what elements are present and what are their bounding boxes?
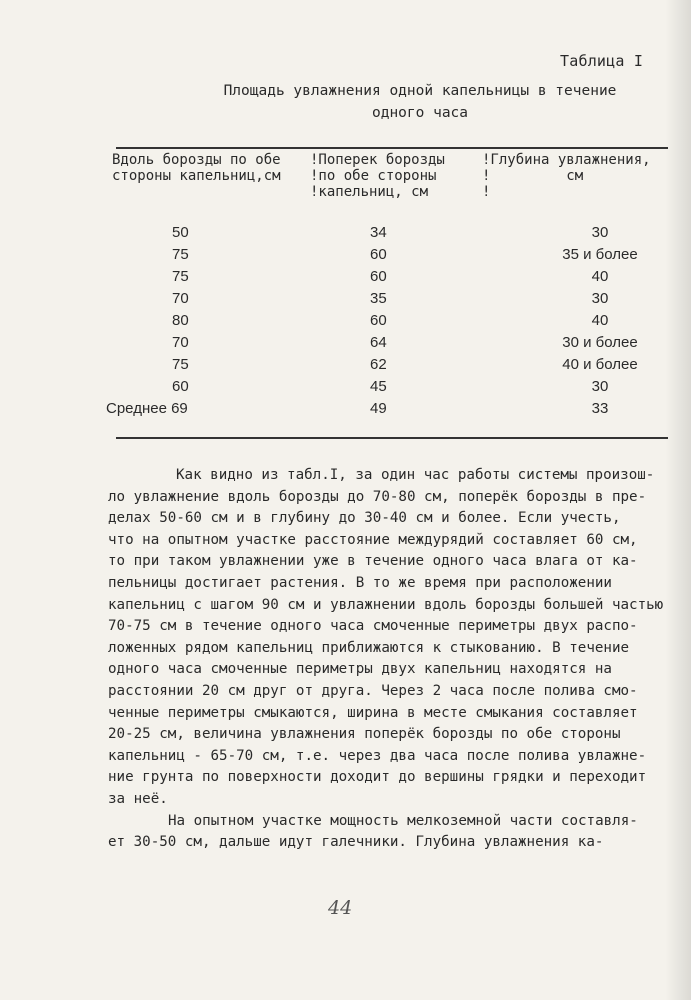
page-edge-shadow xyxy=(665,0,691,1000)
table-row xyxy=(100,288,680,310)
table-row xyxy=(100,222,680,244)
cell-depth: 40 xyxy=(591,268,609,285)
cell-across: 64 xyxy=(370,334,387,351)
cell-across: 34 xyxy=(370,224,387,241)
paragraph-line: 70-75 см в течение одного часа смоченные периметры двух распо- xyxy=(108,618,638,635)
cell-depth: 30 xyxy=(591,290,609,307)
paragraph-line: ченные периметры смыкаются, ширина в месте смыкания составляет xyxy=(108,704,638,721)
cell-along: 75 xyxy=(172,268,189,285)
cell-along: 70 xyxy=(172,290,189,307)
header-across-furrow: !Поперек борозды !по обе стороны !капельниц, см xyxy=(310,152,445,200)
paragraph-line: капельниц - 65-70 см, т.е. через два часа после полива увлажне- xyxy=(108,747,647,764)
cell-across: 45 xyxy=(370,378,387,395)
paragraph-line: ло увлажнение вдоль борозды до 70-80 см, поперёк борозды в пре- xyxy=(108,488,647,505)
paragraph-line: делах 50-60 см и в глубину до 30-40 см и более. Если учесть, xyxy=(108,510,621,527)
table-label: Таблица I xyxy=(560,52,644,70)
page-number: 44 xyxy=(328,897,353,919)
caption-line-2: одного часа xyxy=(371,105,469,121)
paragraph-line: ет 30-50 см, дальше идут галечники. Глубина увлажнения ка- xyxy=(108,834,604,851)
paragraph-line: пельницы достигает растения. В то же время при расположении xyxy=(108,574,612,591)
cell-depth: 35 и более xyxy=(562,246,638,263)
cell-across: 60 xyxy=(370,312,387,329)
table-row xyxy=(100,244,680,266)
paragraph-line: На опытном участке мощность мелкоземной части составля- xyxy=(168,812,638,829)
cell-depth: 30 xyxy=(591,378,609,395)
paragraph-line: Как видно из табл.I, за один час работы системы произош- xyxy=(176,467,655,483)
paragraph-line: капельниц с шагом 90 см и увлажнении вдоль борозды большей частью xyxy=(108,596,664,613)
table-row xyxy=(100,310,680,332)
cell-average-depth: 33 xyxy=(591,400,609,417)
cell-along: 70 xyxy=(172,334,189,351)
cell-average-along: Среднее 69 xyxy=(106,400,188,417)
paragraph-line: 20-25 см, величина увлажнения поперёк борозды по обе стороны xyxy=(108,726,621,743)
paragraph-line: ние грунта по поверхности доходит до вершины грядки и переходит xyxy=(108,769,647,786)
cell-depth: 40 xyxy=(591,312,609,329)
table-average-row xyxy=(100,398,680,420)
cell-along: 60 xyxy=(172,378,189,395)
cell-depth: 30 xyxy=(591,224,609,241)
paragraph-line: за неё. xyxy=(108,790,168,807)
table-row xyxy=(100,266,680,288)
table-row xyxy=(100,332,680,354)
header-depth: !Глубина увлажнения, ! см ! xyxy=(482,152,651,200)
table-body xyxy=(100,222,680,420)
table-row xyxy=(100,354,680,376)
cell-along: 80 xyxy=(172,312,189,329)
cell-along: 75 xyxy=(172,246,189,263)
cell-average-across: 49 xyxy=(370,400,387,417)
cell-across: 35 xyxy=(370,290,387,307)
cell-depth: 40 и более xyxy=(562,356,638,373)
cell-depth: 30 и более xyxy=(562,334,638,351)
cell-across: 60 xyxy=(370,246,387,263)
table-caption xyxy=(180,80,660,124)
cell-across: 62 xyxy=(370,356,387,373)
table-top-rule xyxy=(116,147,668,149)
cell-along: 50 xyxy=(172,224,189,241)
paragraph-line: одного часа смоченные периметры двух капельниц находятся на xyxy=(108,661,612,678)
cell-across: 60 xyxy=(370,268,387,285)
paragraph-line: что на опытном участке расстояние междурядий составляет 60 см, xyxy=(108,531,638,548)
header-along-furrow: Вдоль борозды по обе стороны капельниц,см xyxy=(112,152,281,184)
paragraph-line: ложенных рядом капельниц приближаются к стыкованию. В течение xyxy=(108,639,630,656)
caption-line-1: Площадь увлажнения одной капельницы в течение xyxy=(223,83,617,99)
table-row xyxy=(100,376,680,398)
paragraph-line: расстоянии 20 см друг от друга. Через 2 часа после полива смо- xyxy=(108,682,638,699)
paragraph-line: то при таком увлажнении уже в течение одного часа влага от ка- xyxy=(108,553,638,570)
body-text xyxy=(108,465,668,854)
table-bottom-rule xyxy=(116,437,668,439)
cell-along: 75 xyxy=(172,356,189,373)
